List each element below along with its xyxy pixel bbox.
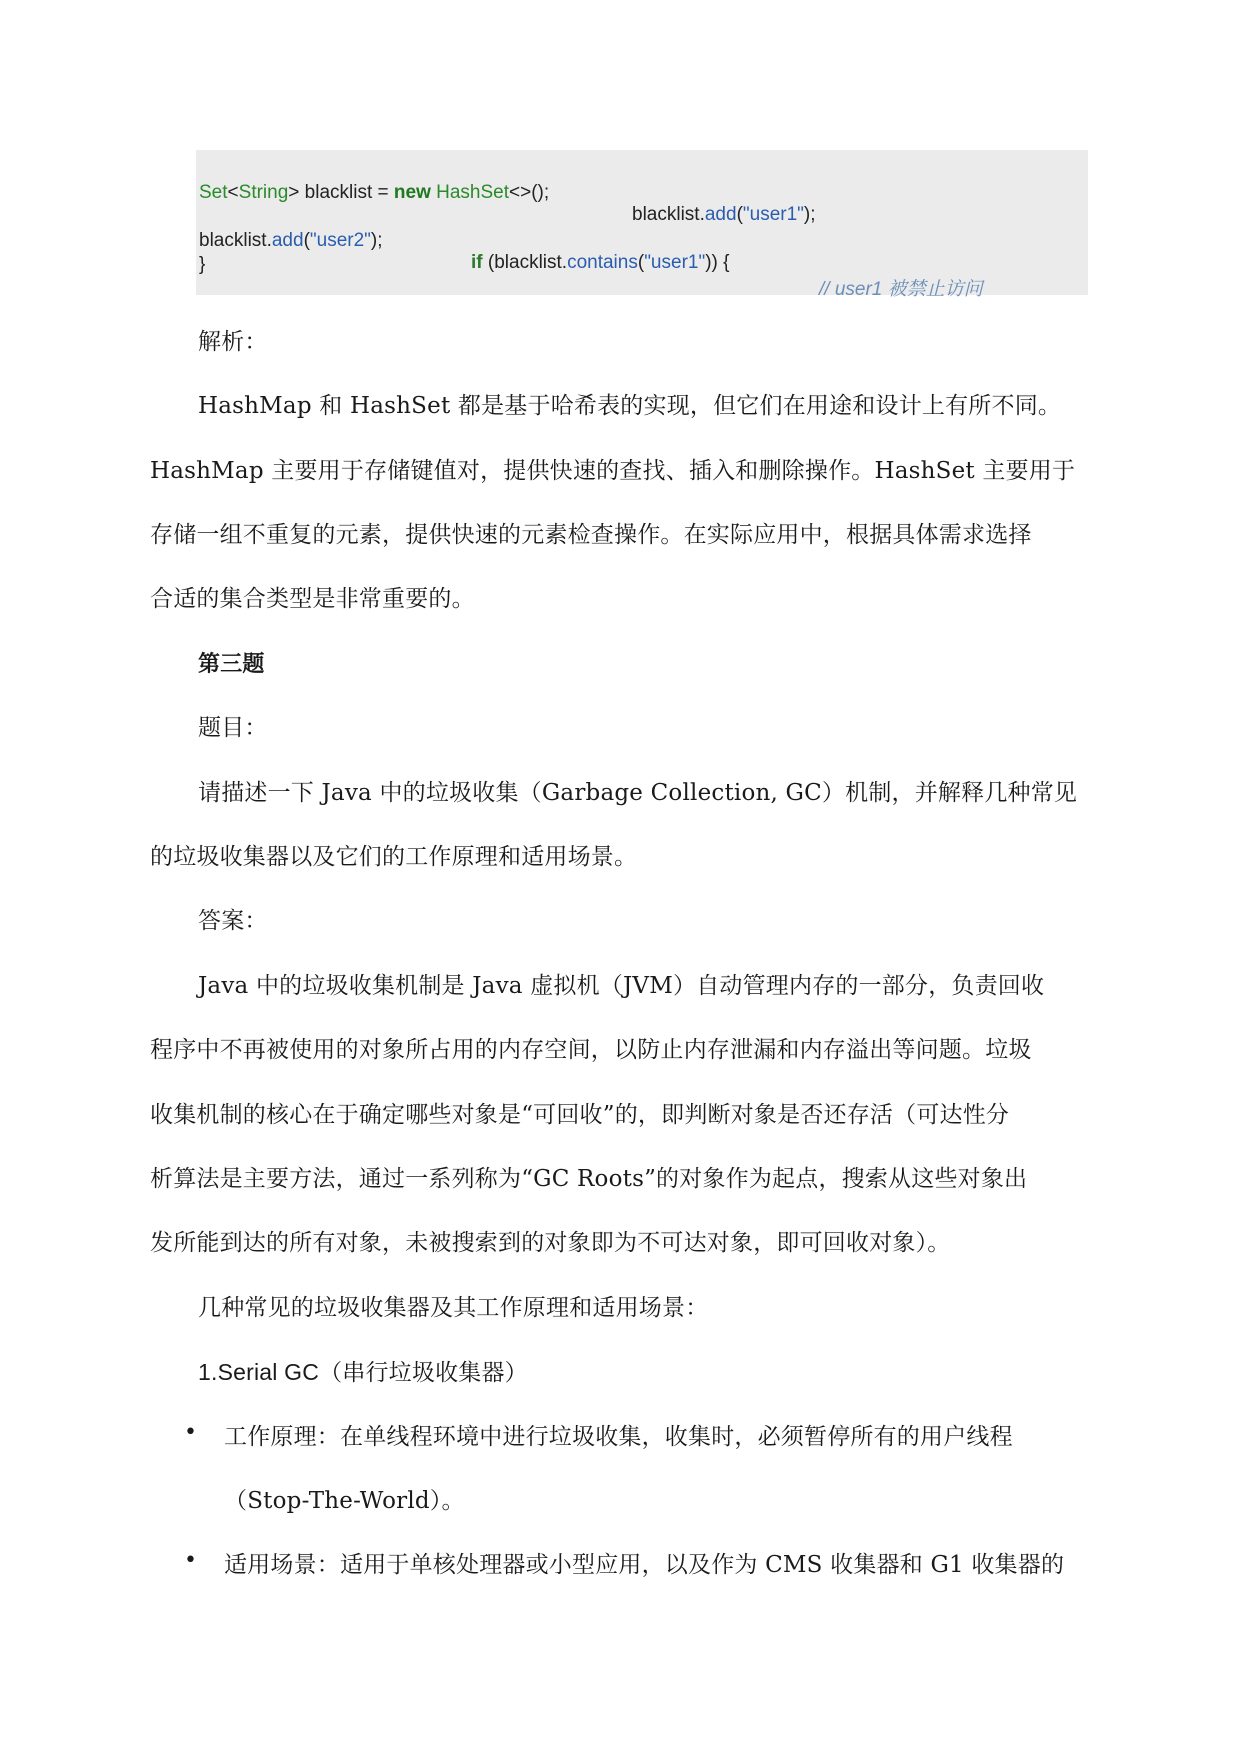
code-keyword: new [393,182,431,203]
code-string: "user2" [309,230,371,251]
code-token: blacklist. [632,204,705,225]
question-line-2: 的垃圾收集器以及它们的工作原理和适用场景。 [150,844,638,870]
serial-gc-desc: （串行垃圾收集器） [319,1360,528,1386]
bullet-1-line-1: 工作原理：在单线程环境中进行垃圾收集，收集时，必须暂停所有的用户线程 [224,1424,1013,1450]
code-statement-add-user1 [632,204,816,226]
code-method: contains [567,252,638,273]
answer-line-4: 析算法是主要方法，通过一系列称为“GC Roots”的对象作为起点，搜索从这些对象出 [150,1166,1028,1192]
code-token: ( [303,230,310,251]
code-token: HashSet [430,182,510,203]
code-token: ); [370,230,383,251]
code-token: Set [199,182,228,203]
bullet-2-line-1: 适用场景：适用于单核处理器或小型应用，以及作为 CMS 收集器和 G1 收集器的 [224,1552,1065,1578]
serial-gc-name: 1.Serial GC [198,1359,320,1385]
bullet-1-line-2: （Stop-The-World）。 [224,1488,465,1514]
analysis-line-2: HashMap 主要用于存储键值对，提供快速的查找、插入和删除操作。HashSet 主要用于 [150,458,1076,484]
code-statement-declare [199,182,549,204]
code-statement-if [471,252,730,274]
code-block [196,150,1088,300]
code-token: < [227,182,239,203]
question-line-1: 请描述一下 Java 中的垃圾收集（Garbage Collection, GC）机制，并解释几种常见 [198,780,1078,806]
code-keyword: if [471,252,483,273]
analysis-line-4: 合适的集合类型是非常重要的。 [150,586,475,612]
code-string: "user1" [742,204,804,225]
code-method: add [704,204,737,225]
code-string: "user1" [644,252,706,273]
answer-line-3: 收集机制的核心在于确定哪些对象是“可回收”的，即判断对象是否还存活（可达性分 [150,1102,1010,1128]
analysis-line-1: HashMap 和 HashSet 都是基于哈希表的实现，但它们在用途和设计上有所不同。 [198,393,1062,419]
code-line-3: } [199,254,206,275]
code-token: blacklist = [299,182,394,203]
code-token: String [238,182,289,203]
question-label: 题目： [198,715,268,741]
code-token: blacklist. [199,230,272,251]
serial-gc-heading [198,1340,528,1406]
section-title: 第三题 [198,652,265,677]
analysis-label: 解析： [198,329,268,355]
code-token: )) { [705,252,730,273]
code-token: > [288,182,300,203]
answer-line-2: 程序中不再被使用的对象所占用的内存空间，以防止内存泄漏和内存溢出等问题。垃圾 [150,1037,1032,1063]
bullet-marker: • [184,1420,197,1445]
code-token: (blacklist. [482,252,568,273]
code-token: ( [637,252,645,273]
code-comment: // user1 被禁止访问 [819,279,983,300]
analysis-line-3: 存储一组不重复的元素，提供快速的元素检查操作。在实际应用中，根据具体需求选择 [150,522,1032,548]
bullet-marker: • [184,1548,197,1573]
code-token: <>(); [509,182,550,203]
answer-line-5: 发所能到达的所有对象，未被搜索到的对象即为不可达对象，即可回收对象）。 [150,1230,951,1256]
answer-label: 答案： [198,908,268,934]
code-token: ( [736,204,743,225]
code-statement-add-user2 [199,230,383,252]
code-token: ); [803,204,816,225]
answer-line-1: Java 中的垃圾收集机制是 Java 虚拟机（JVM）自动管理内存的一部分，负责回收 [198,973,1045,999]
collectors-intro: 几种常见的垃圾收集器及其工作原理和适用场景： [198,1295,709,1321]
code-method: add [271,230,304,251]
